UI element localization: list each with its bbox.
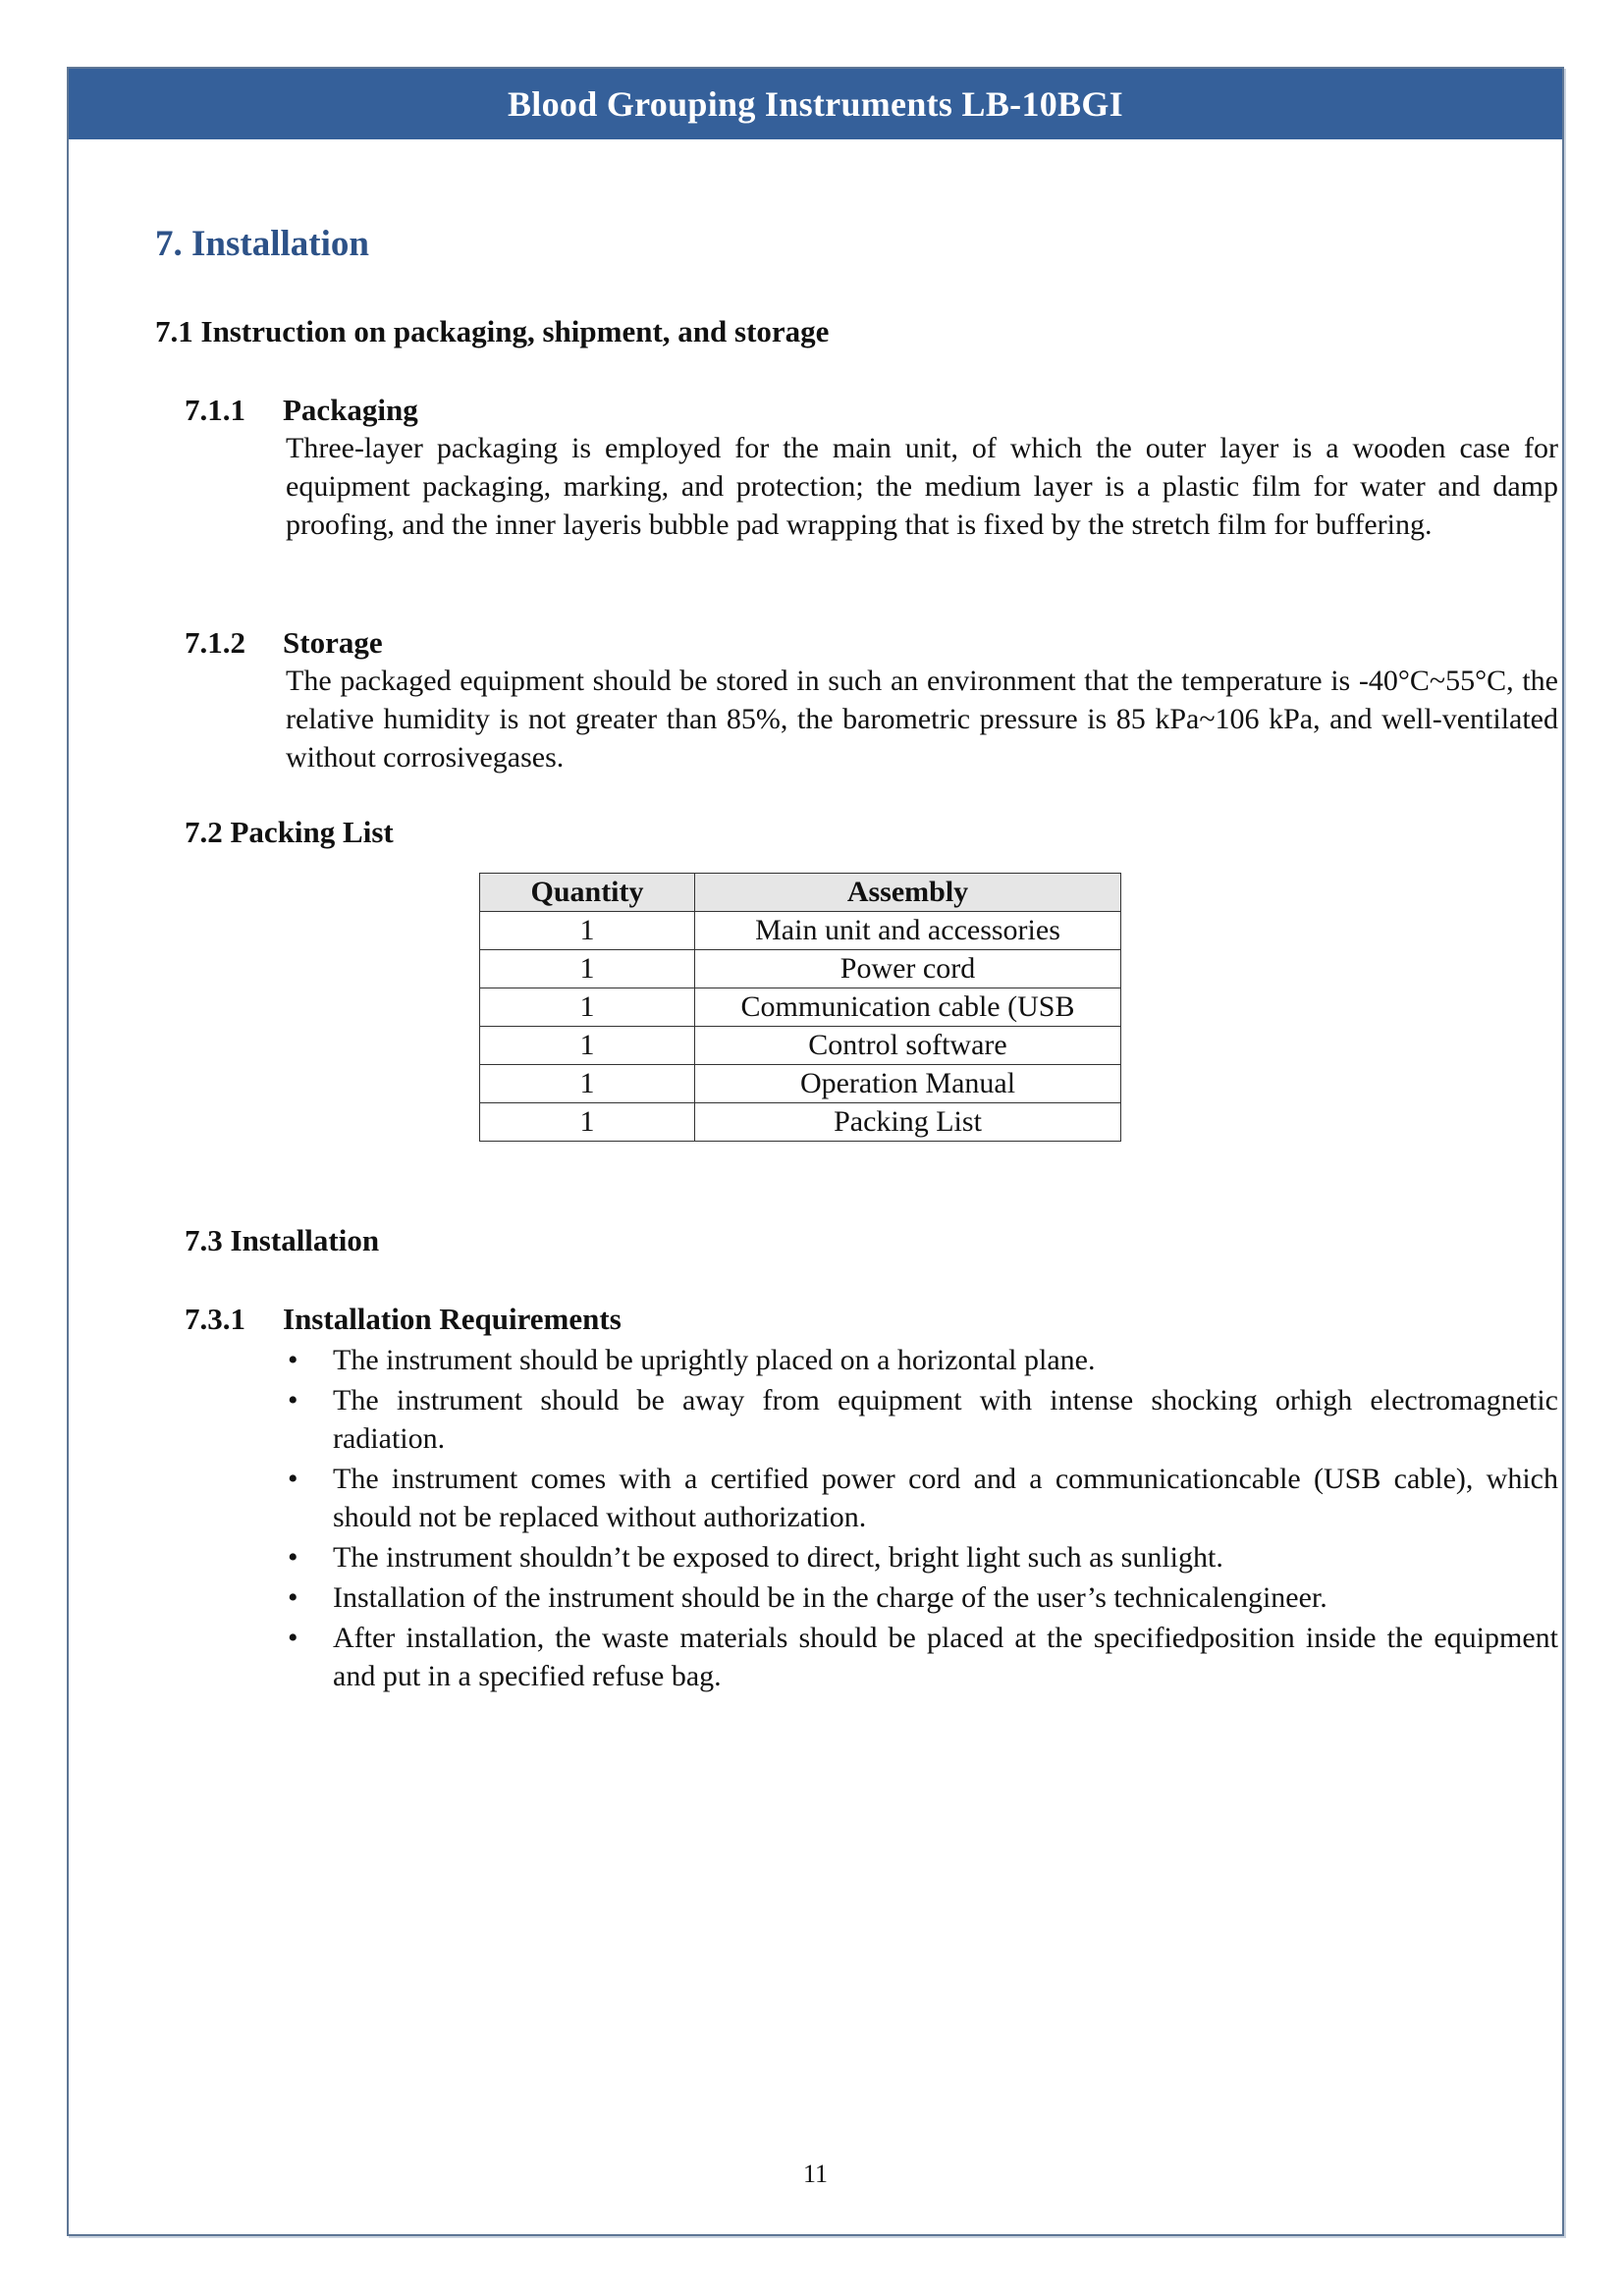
list-item-text: Installation of the instrument should be in the charge of the user’s technicalengineer. (333, 1581, 1327, 1614)
table-row (480, 1065, 1121, 1103)
table-row (480, 988, 1121, 1027)
page-frame (67, 67, 1564, 2236)
list-item-text: The instrument should be uprightly placed on a horizontal plane. (333, 1344, 1096, 1376)
storage-paragraph: The packaged equipment should be stored in such an environment that the temperature is -40°C~55°C, the relative humidity is not greater than 85%, the barometric pressure is 85 kPa~106 kPa, and well-ventilated without corrosivegases. (286, 665, 1558, 774)
list-item-text: The instrument shouldn’t be exposed to direct, bright light such as sunlight. (333, 1541, 1223, 1574)
bullet-icon: • (288, 1384, 298, 1416)
list-item (286, 1341, 1558, 1379)
list-item (286, 1538, 1558, 1576)
page-number: 11 (802, 2160, 829, 2188)
table-cell-assembly: Packing List (695, 1103, 1121, 1142)
list-item-text: The instrument should be away from equipment with intense shocking orhigh electromagnetic radiation. (333, 1384, 1558, 1455)
table-cell-assembly: Communication cable (USB (695, 988, 1121, 1027)
table-row (480, 912, 1121, 950)
table-cell-assembly: Control software (695, 1027, 1121, 1065)
table-row (480, 1027, 1121, 1065)
table-header-quantity: Quantity (480, 874, 695, 912)
table-cell-assembly: Power cord (695, 950, 1121, 988)
list-item-text: The instrument comes with a certified power cord and a communicationcable (USB cable), which should not be replaced without authorization. (333, 1463, 1558, 1533)
table-cell-quantity: 1 (480, 988, 695, 1027)
bullet-icon: • (288, 1463, 298, 1495)
table-cell-quantity: 1 (480, 1027, 695, 1065)
bullet-icon: • (288, 1581, 298, 1614)
section-7-heading: 7. Installation (155, 224, 369, 264)
section-7-3-1-title: Installation Requirements (283, 1302, 622, 1336)
section-7-1-heading: 7.1 Instruction on packaging, shipment, and storage (155, 314, 830, 348)
section-7-1-1-heading (185, 393, 418, 428)
section-7-2-heading: 7.2 Packing List (185, 815, 394, 849)
bullet-icon: • (288, 1344, 298, 1376)
list-item (286, 1381, 1558, 1458)
installation-requirements-list (286, 1341, 1558, 1697)
page-content (69, 69, 1562, 2234)
table-header-assembly: Assembly (695, 874, 1121, 912)
list-item (286, 1460, 1558, 1536)
table-row (480, 950, 1121, 988)
bullet-icon: • (288, 1622, 298, 1654)
table-header-row (480, 874, 1121, 912)
list-item (286, 1578, 1558, 1617)
table-cell-quantity: 1 (480, 912, 695, 950)
section-7-1-2-title: Storage (283, 625, 383, 660)
bullet-icon: • (288, 1541, 298, 1574)
table-cell-quantity: 1 (480, 950, 695, 988)
table-row (480, 1103, 1121, 1142)
table-cell-quantity: 1 (480, 1103, 695, 1142)
section-7-3-heading: 7.3 Installation (185, 1223, 380, 1257)
section-7-1-1-title: Packaging (283, 393, 418, 427)
section-7-1-1-number: 7.1.1 (185, 393, 245, 427)
section-7-1-2-heading (185, 625, 383, 661)
table-cell-assembly: Main unit and accessories (695, 912, 1121, 950)
table-cell-quantity: 1 (480, 1065, 695, 1103)
list-item-text: After installation, the waste materials should be placed at the specifiedposition inside the equipment and put in a specified refuse bag. (333, 1622, 1558, 1692)
document-title: Blood Grouping Instruments LB-10BGI (508, 84, 1123, 124)
table-cell-assembly: Operation Manual (695, 1065, 1121, 1103)
section-7-1-2-number: 7.1.2 (185, 625, 245, 660)
section-7-3-1-number: 7.3.1 (185, 1302, 245, 1336)
packing-list-table (479, 873, 1121, 1142)
list-item (286, 1619, 1558, 1695)
section-7-3-1-heading (185, 1302, 622, 1337)
packaging-paragraph: Three-layer packaging is employed for the main unit, of which the outer layer is a wooden case for equipment packaging, marking, and protection; the medium layer is a plastic film for water and damp proofing, and the inner layeris bubble pad wrapping that is fixed by the stretch film for buffering. (286, 432, 1558, 541)
